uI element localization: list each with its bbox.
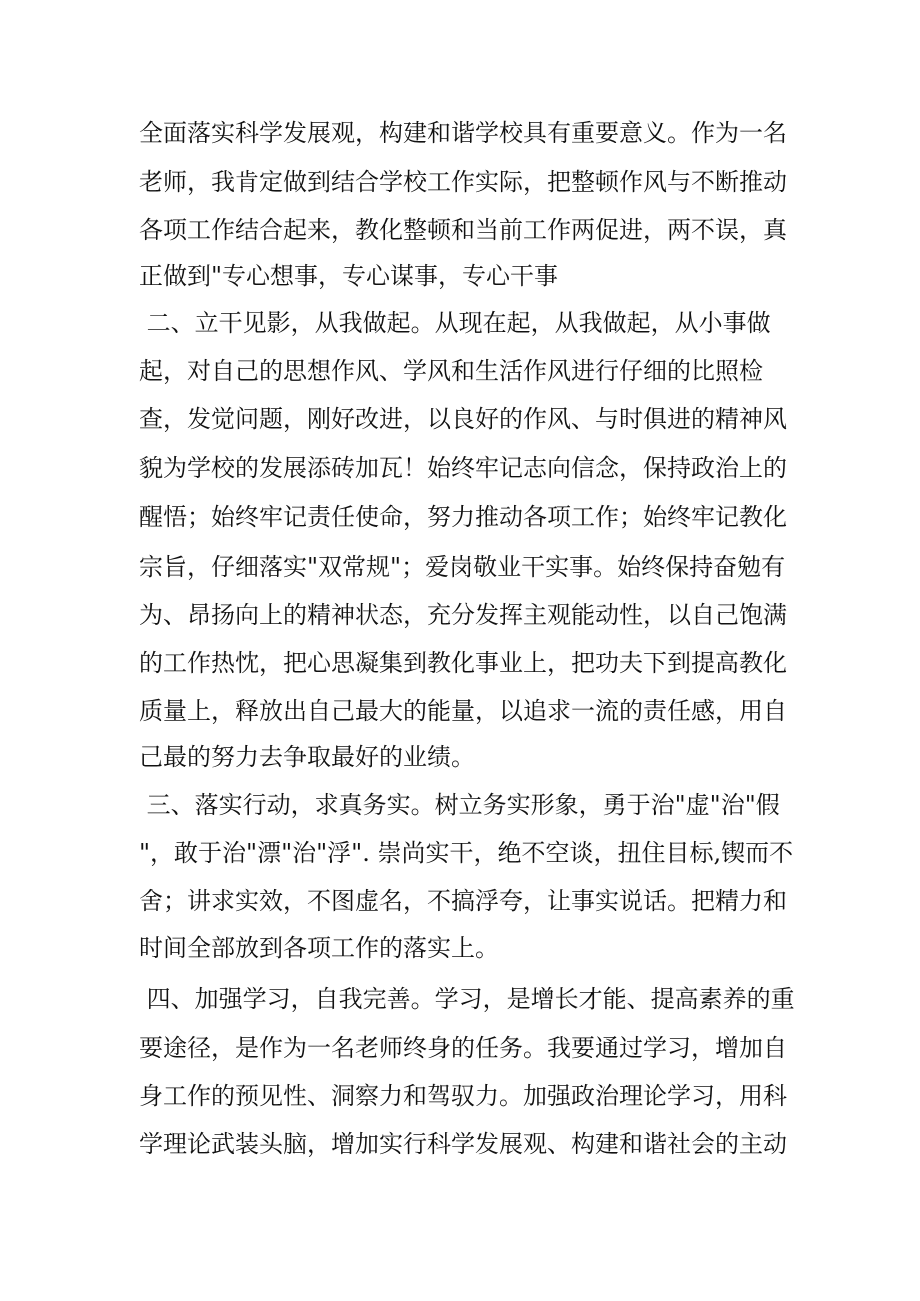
text-line: 时间全部放到各项工作的落实上。	[139, 934, 499, 962]
text-line: 的工作热忱，把心思凝集到教化事业上，把功夫下到提高教化	[139, 649, 787, 677]
text-line: 舍；讲求实效，不图虚名，不搞浮夸，让事实说话。把精力和	[139, 887, 787, 915]
text-line: 学理论武装头脑，增加实行科学发展观、构建和谐社会的主动	[139, 1130, 787, 1158]
text-line: 二、立干见影，从我做起。从现在起，从我做起，从小事做	[139, 309, 771, 337]
text-line: 质量上，释放出自己最大的能量，以追求一流的责任感，用自	[139, 697, 787, 725]
text-line: 起，对自己的思想作风、学风和生活作风进行仔细的比照检	[139, 357, 763, 385]
text-line: 醒悟；始终牢记责任使命，努力推动各项工作；始终牢记教化	[139, 503, 787, 531]
text-line: 全面落实科学发展观，构建和谐学校具有重要意义。作为一名	[139, 119, 787, 147]
text-line: 老师，我肯定做到结合学校工作实际，把整顿作风与不断推动	[139, 168, 787, 196]
text-line: 要途径，是作为一名老师终身的任务。我要通过学习，增加自	[139, 1034, 787, 1062]
text-line: 三、落实行动，求真务实。树立务实形象，勇于治"虚"治"假	[139, 791, 780, 819]
text-line: 己最的努力去争取最好的业绩。	[139, 743, 475, 771]
text-line: "，敢于治"漂"治"浮". 崇尚实干，绝不空谈，扭住目标,锲而不	[139, 839, 794, 867]
text-line: 身工作的预见性、洞察力和驾驭力。加强政治理论学习，用科	[139, 1082, 787, 1110]
text-line: 貌为学校的发展添砖加瓦！始终牢记志向信念，保持政治上的	[139, 454, 787, 482]
text-line: 各项工作结合起来，教化整顿和当前工作两促进，两不误，真	[139, 216, 787, 244]
text-line: 四、加强学习，自我完善。学习，是增长才能、提高素养的重	[139, 985, 795, 1013]
text-line: 查，发觉问题，刚好改进，以良好的作风、与时俱进的精神风	[139, 405, 787, 433]
text-line: 正做到"专心想事，专心谋事，专心干事	[139, 262, 559, 290]
text-line: 宗旨，仔细落实"双常规"；爱岗敬业干实事。始终保持奋勉有	[139, 553, 786, 581]
text-line: 为、昂扬向上的精神状态，充分发挥主观能动性，以自己饱满	[139, 601, 787, 629]
